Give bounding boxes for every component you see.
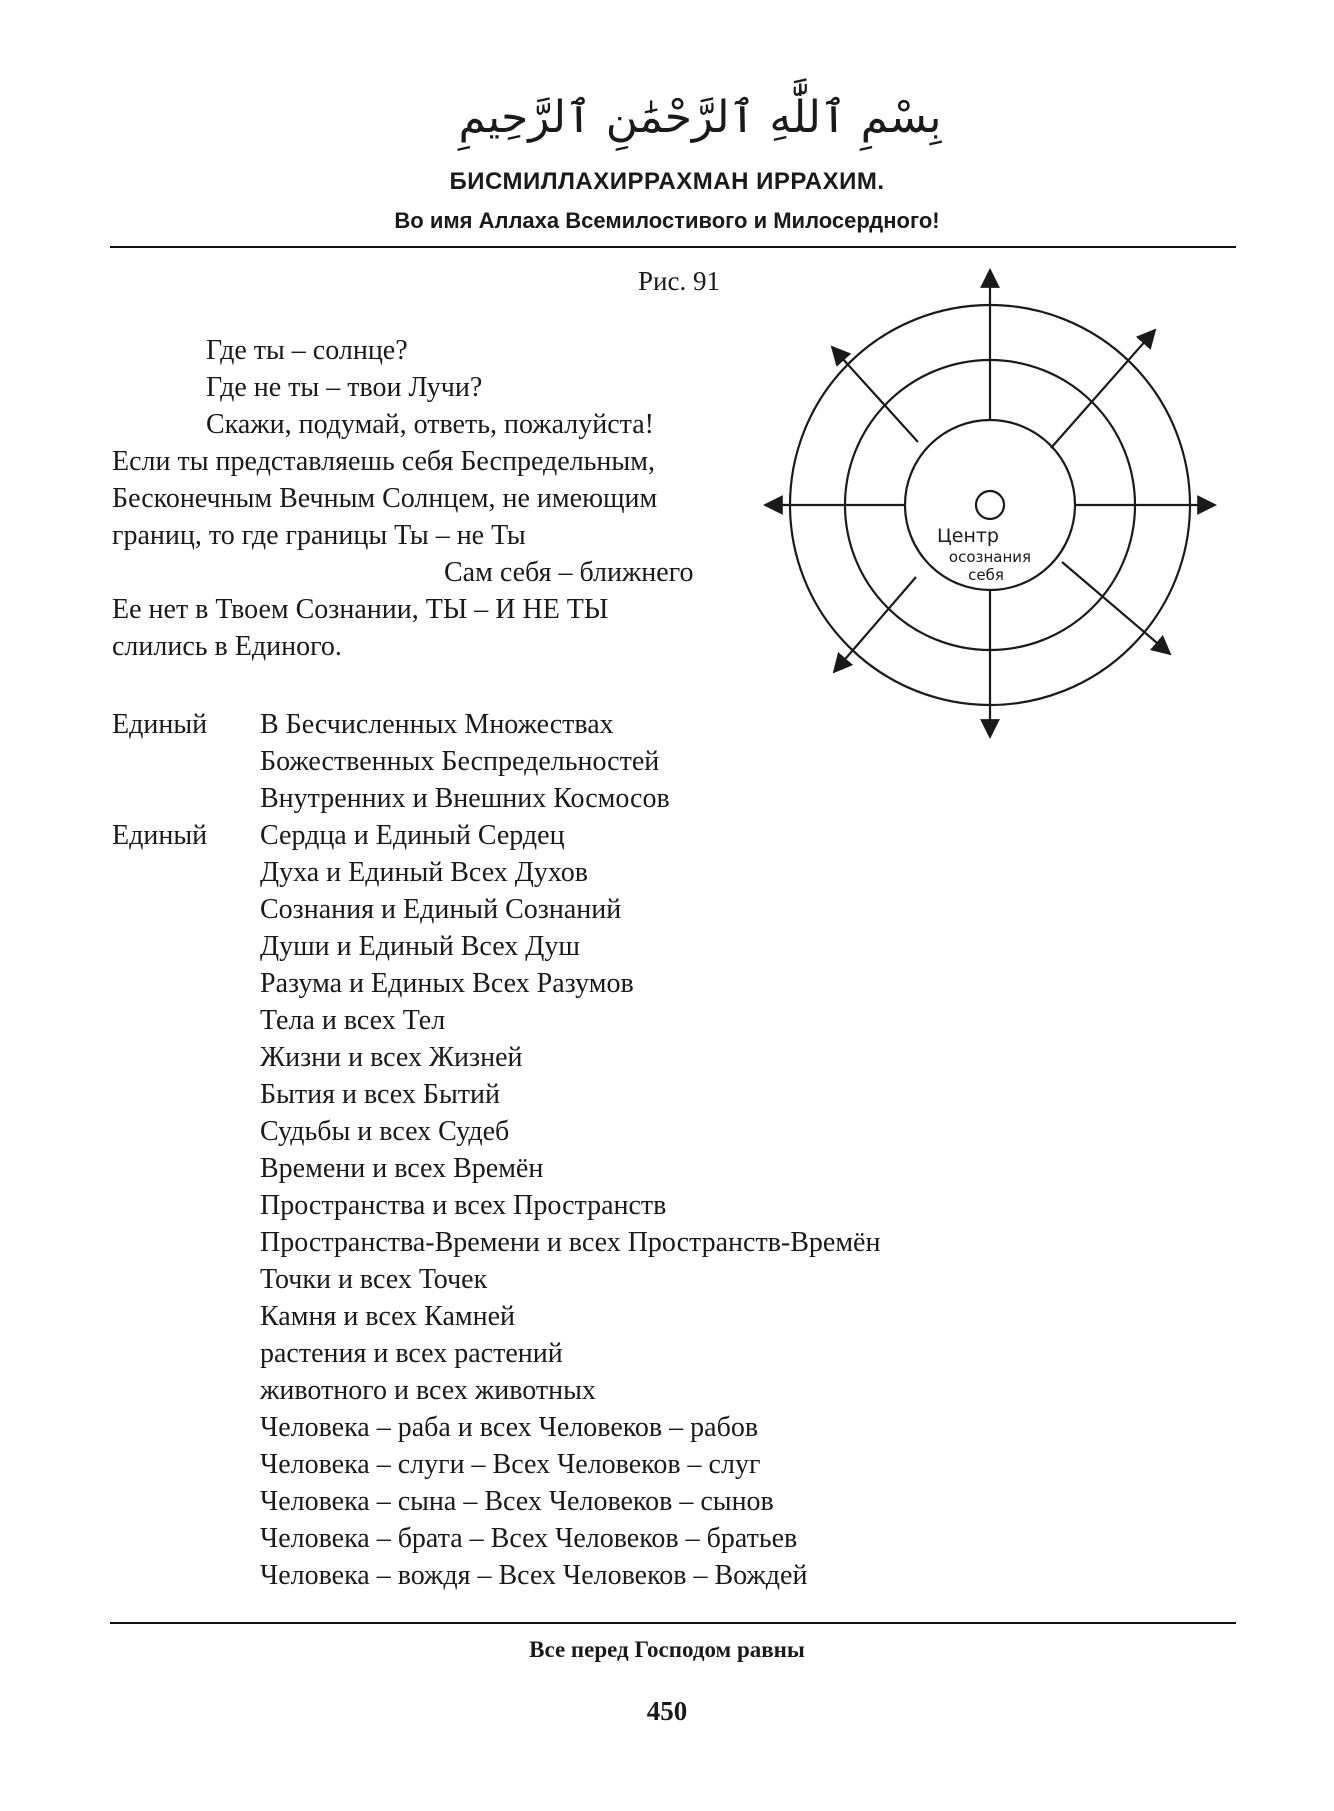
poem-line: Ее нет в Твоем Сознании, ТЫ – И НЕ ТЫ [112, 594, 609, 625]
list-item: В Бесчисленных Множествах [260, 709, 614, 740]
list-item: Точки и всех Точек [260, 1264, 488, 1295]
page-header-title: БИСМИЛЛАХИРРАХМАН ИРРАХИМ. [449, 168, 885, 195]
poem-line: Скажи, подумай, ответь, пожалуйста! [206, 409, 654, 440]
poem-line: границ, то где границы Ты – не Ты [112, 520, 526, 551]
page-number: 450 [646, 1696, 688, 1726]
poem-line: Если ты представляешь себя Беспредельным, [112, 446, 655, 477]
list-item: Человека – сына – Всех Человеков – сынов [260, 1486, 774, 1517]
footer-motto: Все перед Господом равны [529, 1637, 805, 1662]
list-label: Единый [112, 820, 208, 851]
list-item: Бытия и всех Бытий [260, 1079, 500, 1110]
poem-line: Где ты – солнце? [206, 335, 408, 366]
figure-caption: Рис. 91 [638, 266, 720, 296]
consciousness-center-diagram [750, 262, 1220, 747]
page-header-subtitle: Во имя Аллаха Всемилостивого и Милосердного! [394, 208, 940, 233]
ray-up-left [832, 347, 918, 442]
list-label: Единый [112, 709, 208, 740]
poem-line: Сам себя – ближнего [444, 557, 694, 588]
poem-line: слились в Единого. [112, 631, 342, 662]
list-item: Пространства и всех Пространств [260, 1190, 667, 1221]
list-item: Разума и Единых Всех Разумов [260, 968, 634, 999]
list-item: Внутренних и Внешних Космосов [260, 783, 670, 814]
poem-line: Где не ты – твои Лучи? [206, 372, 483, 403]
header-divider [110, 246, 1236, 248]
list-item: Тела и всех Тел [260, 1005, 446, 1036]
list-item: Сердца и Единый Сердец [260, 820, 565, 851]
diagram-label-line1: Центр [937, 525, 999, 547]
list-item: Души и Единый Всех Душ [260, 931, 580, 962]
svg-text:بِسْمِ ٱللَّٰهِ ٱلرَّحْمَٰنِ ٱ: بِسْمِ ٱللَّٰهِ ٱلرَّحْمَٰنِ ٱلرَّحِيمِ [458, 92, 942, 143]
list-item: Человека – вождя – Всех Человеков – Вождей [260, 1560, 808, 1591]
list-item: Камня и всех Камней [260, 1301, 516, 1332]
list-item: Жизни и всех Жизней [260, 1042, 523, 1073]
list-item: растения и всех растений [260, 1338, 563, 1369]
ray-up-right [1051, 330, 1155, 448]
ray-down-left [834, 577, 916, 672]
center-point [976, 491, 1004, 519]
list-item: Духа и Единый Всех Духов [260, 857, 589, 888]
list-item: Человека – слуги – Всех Человеков – слуг [260, 1449, 761, 1480]
list-item: Человека – брата – Всех Человеков – братьев [260, 1523, 798, 1554]
footer-divider [110, 1622, 1236, 1624]
list-item: Судьбы и всех Судеб [260, 1116, 510, 1147]
bismillah-calligraphy [458, 70, 942, 165]
poem-line: Бесконечным Вечным Солнцем, не имеющим [112, 483, 658, 514]
list-item: Божественных Беспредельностей [260, 746, 660, 777]
list-item: Пространства-Времени и всех Пространств-Времён [260, 1227, 881, 1258]
list-item: животного и всех животных [260, 1375, 596, 1406]
diagram-label-line2: осознания [948, 548, 1032, 566]
diagram-label-line3: себя [968, 566, 1004, 584]
list-item: Времени и всех Времён [260, 1153, 544, 1184]
list-item: Человека – раба и всех Человеков – рабов [260, 1412, 759, 1443]
list-item: Сознания и Единый Сознаний [260, 894, 622, 925]
